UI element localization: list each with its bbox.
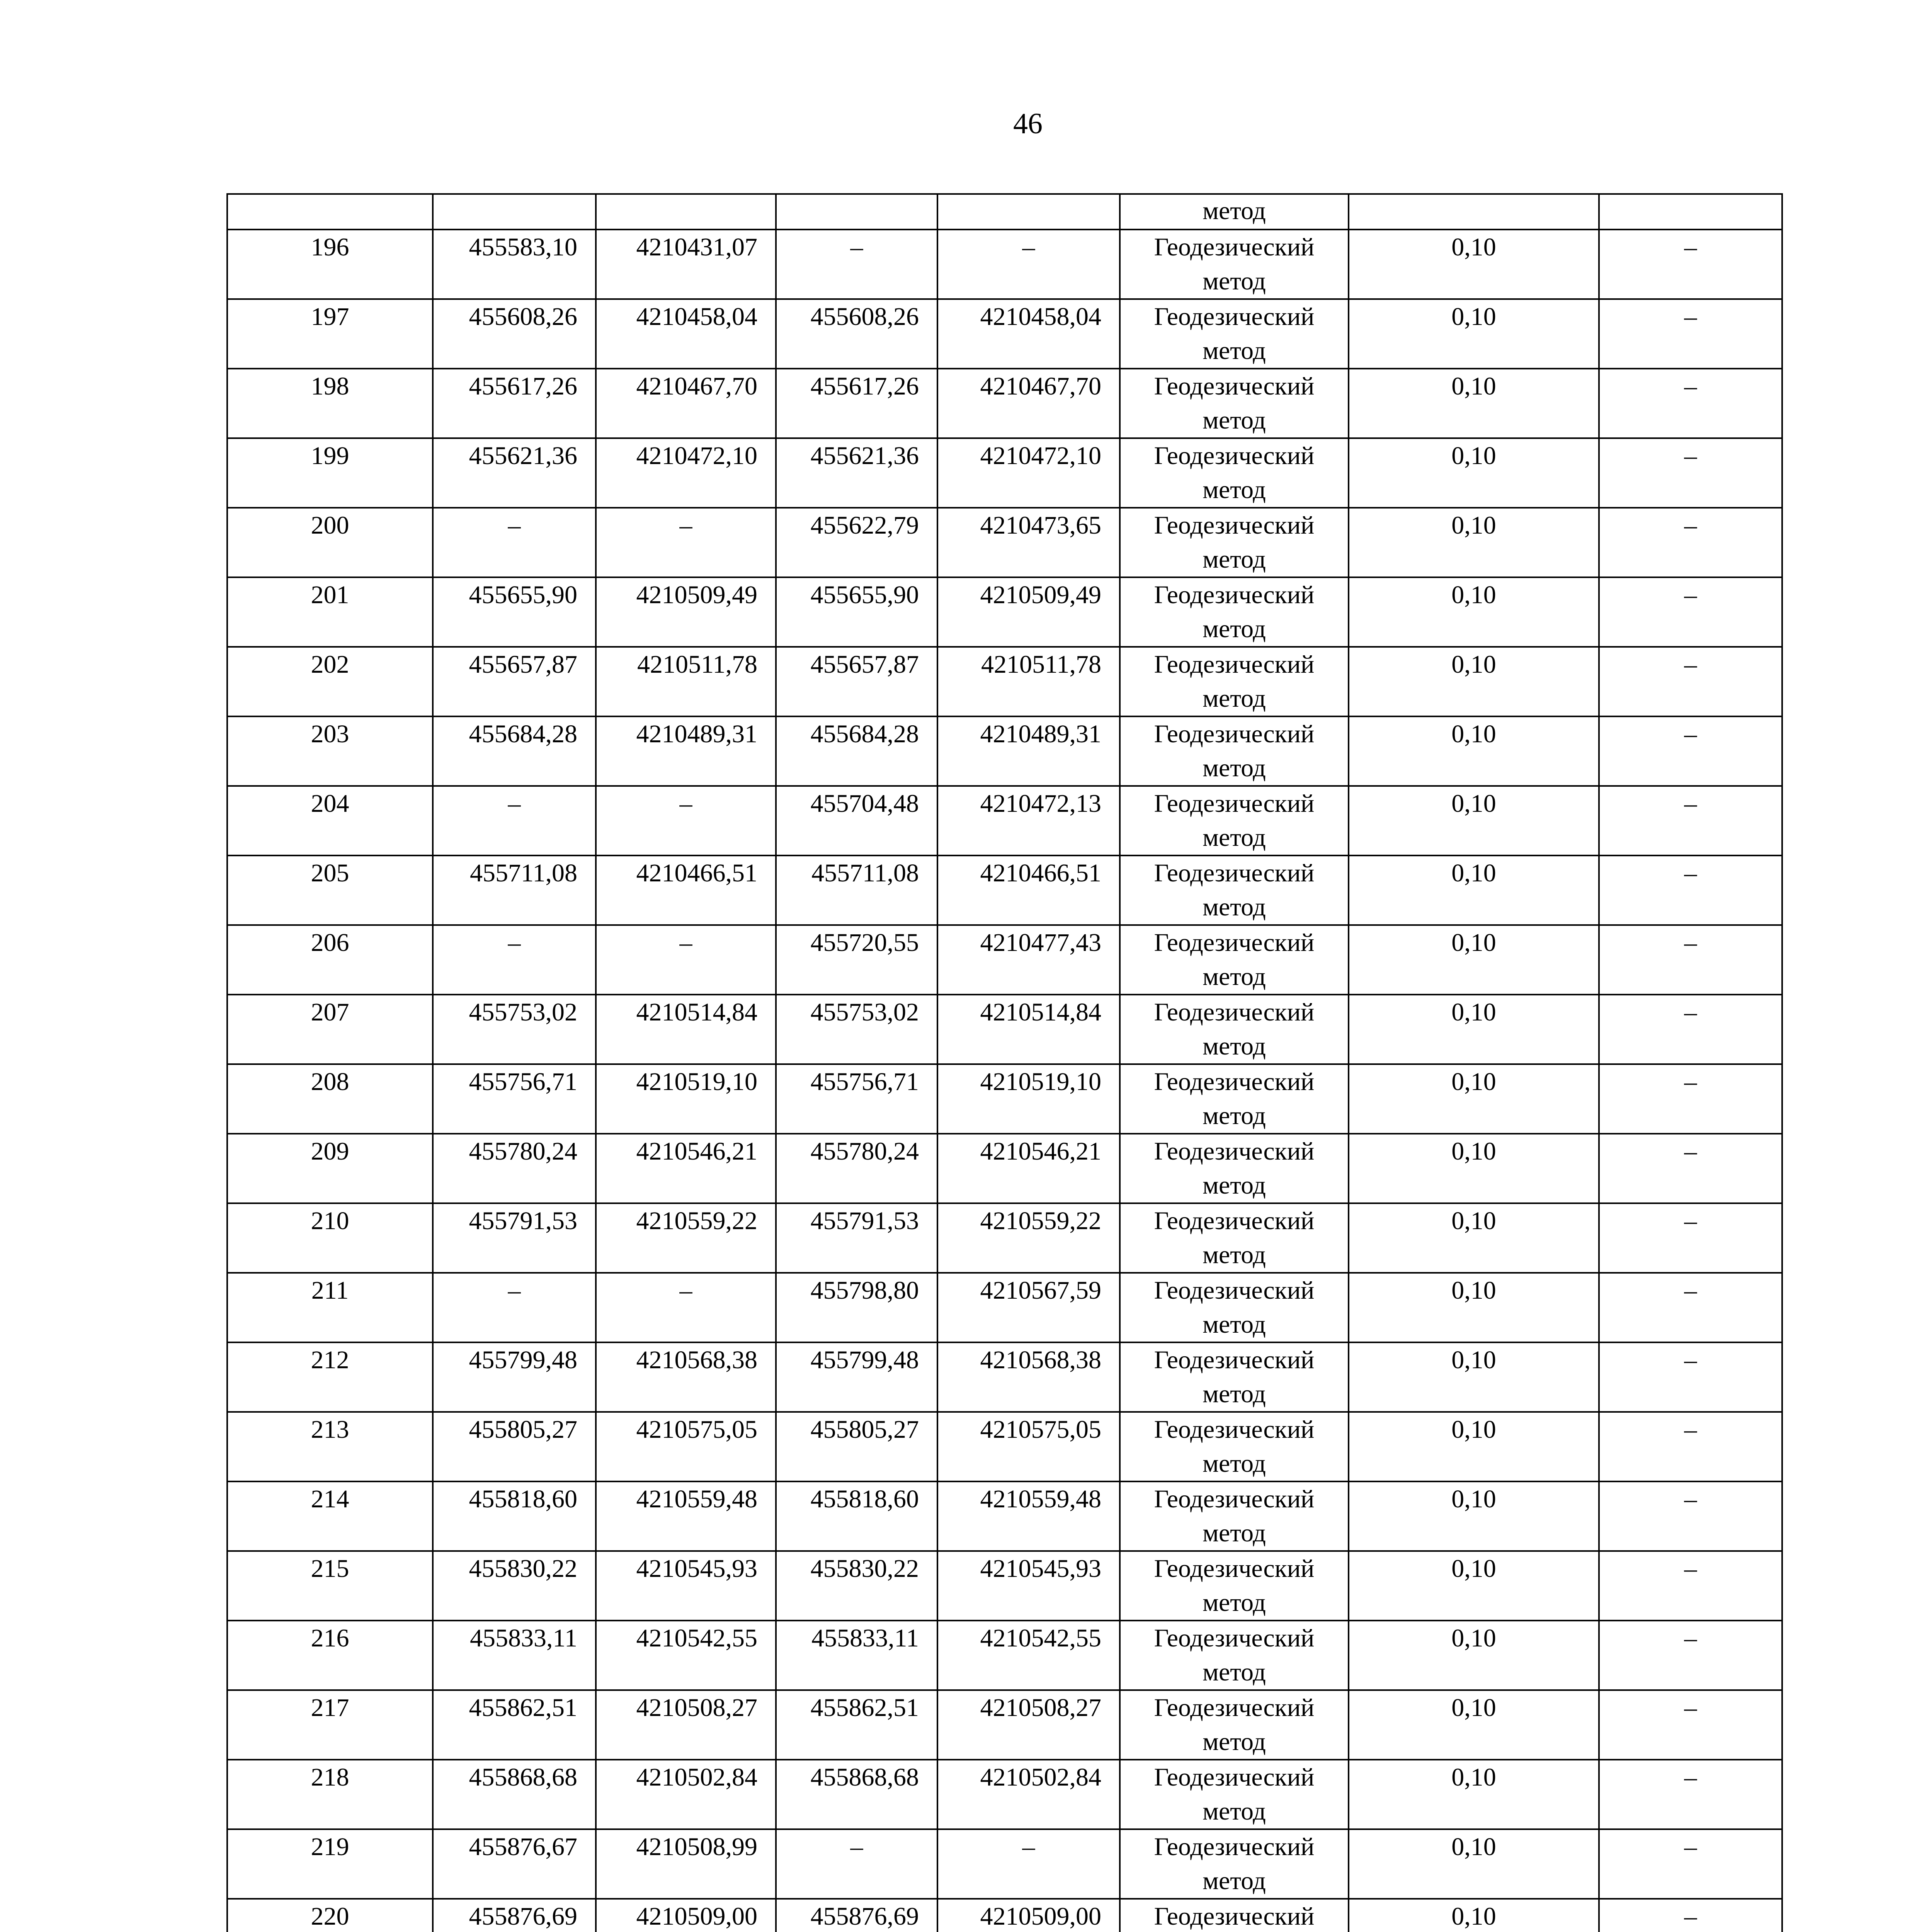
cell-y-refined: 4210559,22	[937, 1203, 1120, 1273]
cell-y-refined: 4210458,04	[937, 299, 1120, 369]
cell-accuracy: 0,10	[1349, 1760, 1599, 1829]
cell-accuracy: 0,10	[1349, 1551, 1599, 1621]
cell-y-refined: 4210511,78	[937, 647, 1120, 716]
cell-note: –	[1599, 299, 1782, 369]
cell-x-refined: 455617,26	[776, 369, 937, 438]
cell-accuracy: 0,10	[1349, 1064, 1599, 1134]
cell-x-existing: 455753,02	[433, 995, 596, 1064]
table-row	[227, 438, 1782, 508]
cell-point-number: 212	[227, 1342, 433, 1412]
cell-x-refined: 455608,26	[776, 299, 937, 369]
cell-note: –	[1599, 716, 1782, 786]
cell-note: –	[1599, 786, 1782, 855]
cell-y-existing: –	[596, 1273, 776, 1342]
cell-x-refined: 455798,80	[776, 1273, 937, 1342]
cell-y-refined: 4210514,84	[937, 995, 1120, 1064]
cell-note: –	[1599, 1829, 1782, 1899]
cell-x-existing: 455583,10	[433, 230, 596, 299]
cell-y-refined: 4210467,70	[937, 369, 1120, 438]
cell-y-existing: 4210509,00	[596, 1899, 776, 1932]
cell-x-existing: 455608,26	[433, 299, 596, 369]
table-row	[227, 1273, 1782, 1342]
cell-y-refined: 4210568,38	[937, 1342, 1120, 1412]
cell-x-refined: 455756,71	[776, 1064, 937, 1134]
cell-note: –	[1599, 1899, 1782, 1932]
cell-x-existing: 455617,26	[433, 369, 596, 438]
table-row	[227, 855, 1782, 925]
cell-accuracy: 0,10	[1349, 786, 1599, 855]
cell-y-refined: –	[937, 230, 1120, 299]
cell-method: Геодезический метод	[1120, 1621, 1349, 1690]
cell-x-existing: 455621,36	[433, 438, 596, 508]
cell-note: –	[1599, 1551, 1782, 1621]
table-cell	[776, 194, 937, 230]
table-row	[227, 369, 1782, 438]
cell-method: Геодезический метод	[1120, 438, 1349, 508]
cell-accuracy: 0,10	[1349, 716, 1599, 786]
cell-point-number: 214	[227, 1481, 433, 1551]
cell-x-existing: 455876,67	[433, 1829, 596, 1899]
cell-accuracy: 0,10	[1349, 925, 1599, 995]
cell-point-number: 218	[227, 1760, 433, 1829]
cell-method: Геодезический метод	[1120, 716, 1349, 786]
table-cell	[1349, 194, 1599, 230]
cell-accuracy: 0,10	[1349, 647, 1599, 716]
cell-x-refined: 455876,69	[776, 1899, 937, 1932]
cell-note: –	[1599, 1134, 1782, 1203]
cell-point-number: 220	[227, 1899, 433, 1932]
table-row	[227, 1690, 1782, 1760]
cell-y-refined: 4210508,27	[937, 1690, 1120, 1760]
cell-accuracy: 0,10	[1349, 1621, 1599, 1690]
cell-y-refined: 4210575,05	[937, 1412, 1120, 1481]
cell-accuracy: 0,10	[1349, 438, 1599, 508]
cell-method: Геодезический метод	[1120, 1064, 1349, 1134]
page-number: 46	[1013, 107, 1043, 140]
cell-point-number: 199	[227, 438, 433, 508]
cell-note: –	[1599, 508, 1782, 577]
table-row	[227, 647, 1782, 716]
cell-note: –	[1599, 230, 1782, 299]
cell-x-existing: 455711,08	[433, 855, 596, 925]
cell-note: –	[1599, 1342, 1782, 1412]
cell-x-existing: 455780,24	[433, 1134, 596, 1203]
cell-point-number: 201	[227, 577, 433, 647]
cell-y-existing: –	[596, 508, 776, 577]
cell-x-existing: 455684,28	[433, 716, 596, 786]
cell-method: Геодезический метод	[1120, 1273, 1349, 1342]
cell-y-existing: 4210431,07	[596, 230, 776, 299]
cell-point-number: 208	[227, 1064, 433, 1134]
cell-accuracy: 0,10	[1349, 1273, 1599, 1342]
table-row	[227, 1760, 1782, 1829]
cell-method: Геодезический метод	[1120, 925, 1349, 995]
cell-note: –	[1599, 1412, 1782, 1481]
cell-accuracy: 0,10	[1349, 299, 1599, 369]
cell-method: Геодезический метод	[1120, 508, 1349, 577]
cell-method: Геодезический метод	[1120, 995, 1349, 1064]
cell-point-number: 206	[227, 925, 433, 995]
cell-point-number: 211	[227, 1273, 433, 1342]
cell-point-number: 203	[227, 716, 433, 786]
cell-y-existing: –	[596, 786, 776, 855]
cell-y-refined: 4210509,00	[937, 1899, 1120, 1932]
cell-x-refined: 455621,36	[776, 438, 937, 508]
table-cell	[937, 194, 1120, 230]
cell-note: –	[1599, 438, 1782, 508]
cell-y-existing: 4210458,04	[596, 299, 776, 369]
cell-y-existing: 4210509,49	[596, 577, 776, 647]
cell-accuracy: 0,10	[1349, 855, 1599, 925]
cell-point-number: 202	[227, 647, 433, 716]
cell-x-refined: 455704,48	[776, 786, 937, 855]
cell-point-number: 210	[227, 1203, 433, 1273]
cell-x-refined: 455799,48	[776, 1342, 937, 1412]
table-row	[227, 299, 1782, 369]
cell-y-existing: 4210502,84	[596, 1760, 776, 1829]
cell-accuracy: 0,10	[1349, 1203, 1599, 1273]
cell-note: –	[1599, 369, 1782, 438]
cell-point-number: 200	[227, 508, 433, 577]
cell-x-existing: 455756,71	[433, 1064, 596, 1134]
cell-note: –	[1599, 1481, 1782, 1551]
coordinates-table	[226, 193, 1783, 1932]
cell-x-existing: –	[433, 786, 596, 855]
cell-x-existing: 455833,11	[433, 1621, 596, 1690]
cell-y-refined: 4210509,49	[937, 577, 1120, 647]
cell-note: –	[1599, 577, 1782, 647]
table-row	[227, 230, 1782, 299]
cell-accuracy: 0,10	[1349, 1342, 1599, 1412]
table-row	[227, 1621, 1782, 1690]
cell-y-refined: 4210472,10	[937, 438, 1120, 508]
table-cell	[1599, 194, 1782, 230]
cell-y-existing: 4210559,48	[596, 1481, 776, 1551]
cell-x-existing: 455657,87	[433, 647, 596, 716]
cell-note: –	[1599, 647, 1782, 716]
cell-point-number: 216	[227, 1621, 433, 1690]
cell-point-number: 209	[227, 1134, 433, 1203]
cell-point-number: 198	[227, 369, 433, 438]
cell-x-existing: 455830,22	[433, 1551, 596, 1621]
cell-point-number: 205	[227, 855, 433, 925]
table-continuation-row	[227, 194, 1782, 230]
table-row	[227, 1134, 1782, 1203]
cell-y-existing: –	[596, 925, 776, 995]
cell-y-refined: 4210567,59	[937, 1273, 1120, 1342]
cell-method: Геодезический метод	[1120, 1481, 1349, 1551]
cell-y-existing: 4210542,55	[596, 1621, 776, 1690]
cell-y-refined: 4210545,93	[937, 1551, 1120, 1621]
cell-x-existing: –	[433, 508, 596, 577]
cell-y-refined: 4210472,13	[937, 786, 1120, 855]
table-row	[227, 1412, 1782, 1481]
cell-x-refined: 455862,51	[776, 1690, 937, 1760]
cell-accuracy: 0,10	[1349, 1134, 1599, 1203]
table-row	[227, 577, 1782, 647]
cell-x-refined: 455711,08	[776, 855, 937, 925]
cell-y-refined: 4210473,65	[937, 508, 1120, 577]
cell-x-refined: 455657,87	[776, 647, 937, 716]
cell-method: Геодезический метод	[1120, 1342, 1349, 1412]
cell-point-number: 196	[227, 230, 433, 299]
cell-accuracy: 0,10	[1349, 230, 1599, 299]
cell-y-existing: 4210545,93	[596, 1551, 776, 1621]
cell-method: Геодезический	[1120, 1899, 1349, 1932]
cell-note: –	[1599, 925, 1782, 995]
cell-x-existing: 455876,69	[433, 1899, 596, 1932]
table-row	[227, 1899, 1782, 1932]
cell-x-refined: 455684,28	[776, 716, 937, 786]
cell-y-refined: 4210542,55	[937, 1621, 1120, 1690]
cell-x-refined: 455868,68	[776, 1760, 937, 1829]
cell-point-number: 207	[227, 995, 433, 1064]
table-row	[227, 716, 1782, 786]
cell-accuracy: 0,10	[1349, 1690, 1599, 1760]
table-row	[227, 1551, 1782, 1621]
cell-y-existing: 4210519,10	[596, 1064, 776, 1134]
cell-y-refined: 4210466,51	[937, 855, 1120, 925]
cell-x-refined: 455655,90	[776, 577, 937, 647]
cell-y-existing: 4210472,10	[596, 438, 776, 508]
cell-accuracy: 0,10	[1349, 369, 1599, 438]
cell-accuracy: 0,10	[1349, 1829, 1599, 1899]
cell-x-existing: 455799,48	[433, 1342, 596, 1412]
cell-point-number: 197	[227, 299, 433, 369]
cell-y-existing: 4210559,22	[596, 1203, 776, 1273]
cell-x-refined: –	[776, 230, 937, 299]
table-cell-method: метод	[1120, 194, 1349, 230]
cell-point-number: 217	[227, 1690, 433, 1760]
cell-note: –	[1599, 1621, 1782, 1690]
cell-x-refined: 455818,60	[776, 1481, 937, 1551]
cell-x-refined: 455622,79	[776, 508, 937, 577]
cell-accuracy: 0,10	[1349, 1412, 1599, 1481]
cell-method: Геодезический метод	[1120, 647, 1349, 716]
cell-method: Геодезический метод	[1120, 1551, 1349, 1621]
cell-x-existing: 455805,27	[433, 1412, 596, 1481]
cell-method: Геодезический метод	[1120, 1760, 1349, 1829]
cell-note: –	[1599, 1273, 1782, 1342]
table-row	[227, 786, 1782, 855]
table-row	[227, 1481, 1782, 1551]
table-cell	[227, 194, 433, 230]
cell-y-existing: 4210508,99	[596, 1829, 776, 1899]
cell-y-refined: 4210477,43	[937, 925, 1120, 995]
cell-accuracy: 0,10	[1349, 1481, 1599, 1551]
cell-y-refined: 4210502,84	[937, 1760, 1120, 1829]
cell-x-refined: –	[776, 1829, 937, 1899]
cell-x-existing: –	[433, 1273, 596, 1342]
cell-x-refined: 455833,11	[776, 1621, 937, 1690]
cell-method: Геодезический метод	[1120, 1134, 1349, 1203]
cell-method: Геодезический метод	[1120, 230, 1349, 299]
cell-accuracy: 0,10	[1349, 1899, 1599, 1932]
cell-x-refined: 455791,53	[776, 1203, 937, 1273]
cell-y-existing: 4210508,27	[596, 1690, 776, 1760]
cell-y-refined: 4210489,31	[937, 716, 1120, 786]
cell-method: Геодезический метод	[1120, 1690, 1349, 1760]
cell-x-refined: 455780,24	[776, 1134, 937, 1203]
cell-accuracy: 0,10	[1349, 577, 1599, 647]
coordinates-table-body	[227, 194, 1782, 1932]
table-cell	[596, 194, 776, 230]
cell-note: –	[1599, 1690, 1782, 1760]
cell-y-refined: –	[937, 1829, 1120, 1899]
cell-x-existing: 455655,90	[433, 577, 596, 647]
cell-point-number: 219	[227, 1829, 433, 1899]
cell-y-existing: 4210466,51	[596, 855, 776, 925]
cell-x-existing: 455818,60	[433, 1481, 596, 1551]
cell-y-existing: 4210575,05	[596, 1412, 776, 1481]
table-row	[227, 508, 1782, 577]
cell-x-refined: 455753,02	[776, 995, 937, 1064]
cell-accuracy: 0,10	[1349, 508, 1599, 577]
cell-y-existing: 4210514,84	[596, 995, 776, 1064]
cell-x-existing: –	[433, 925, 596, 995]
table-row	[227, 925, 1782, 995]
cell-x-refined: 455720,55	[776, 925, 937, 995]
cell-y-existing: 4210467,70	[596, 369, 776, 438]
cell-point-number: 213	[227, 1412, 433, 1481]
table-cell	[433, 194, 596, 230]
cell-method: Геодезический метод	[1120, 1203, 1349, 1273]
cell-y-existing: 4210511,78	[596, 647, 776, 716]
cell-point-number: 215	[227, 1551, 433, 1621]
cell-y-refined: 4210519,10	[937, 1064, 1120, 1134]
cell-note: –	[1599, 855, 1782, 925]
cell-x-existing: 455791,53	[433, 1203, 596, 1273]
cell-note: –	[1599, 1760, 1782, 1829]
cell-point-number: 204	[227, 786, 433, 855]
cell-x-existing: 455862,51	[433, 1690, 596, 1760]
table-row	[227, 1829, 1782, 1899]
cell-y-refined: 4210559,48	[937, 1481, 1120, 1551]
cell-x-refined: 455805,27	[776, 1412, 937, 1481]
cell-method: Геодезический метод	[1120, 1412, 1349, 1481]
cell-y-existing: 4210568,38	[596, 1342, 776, 1412]
table-row	[227, 1203, 1782, 1273]
cell-method: Геодезический метод	[1120, 577, 1349, 647]
cell-x-refined: 455830,22	[776, 1551, 937, 1621]
cell-x-existing: 455868,68	[433, 1760, 596, 1829]
table-row	[227, 1064, 1782, 1134]
table-row	[227, 1342, 1782, 1412]
table-row	[227, 995, 1782, 1064]
cell-note: –	[1599, 995, 1782, 1064]
cell-note: –	[1599, 1064, 1782, 1134]
cell-y-refined: 4210546,21	[937, 1134, 1120, 1203]
cell-note: –	[1599, 1203, 1782, 1273]
cell-y-existing: 4210489,31	[596, 716, 776, 786]
cell-accuracy: 0,10	[1349, 995, 1599, 1064]
cell-method: Геодезический метод	[1120, 369, 1349, 438]
cell-method: Геодезический метод	[1120, 299, 1349, 369]
cell-method: Геодезический метод	[1120, 855, 1349, 925]
cell-method: Геодезический метод	[1120, 786, 1349, 855]
cell-y-existing: 4210546,21	[596, 1134, 776, 1203]
cell-method: Геодезический метод	[1120, 1829, 1349, 1899]
